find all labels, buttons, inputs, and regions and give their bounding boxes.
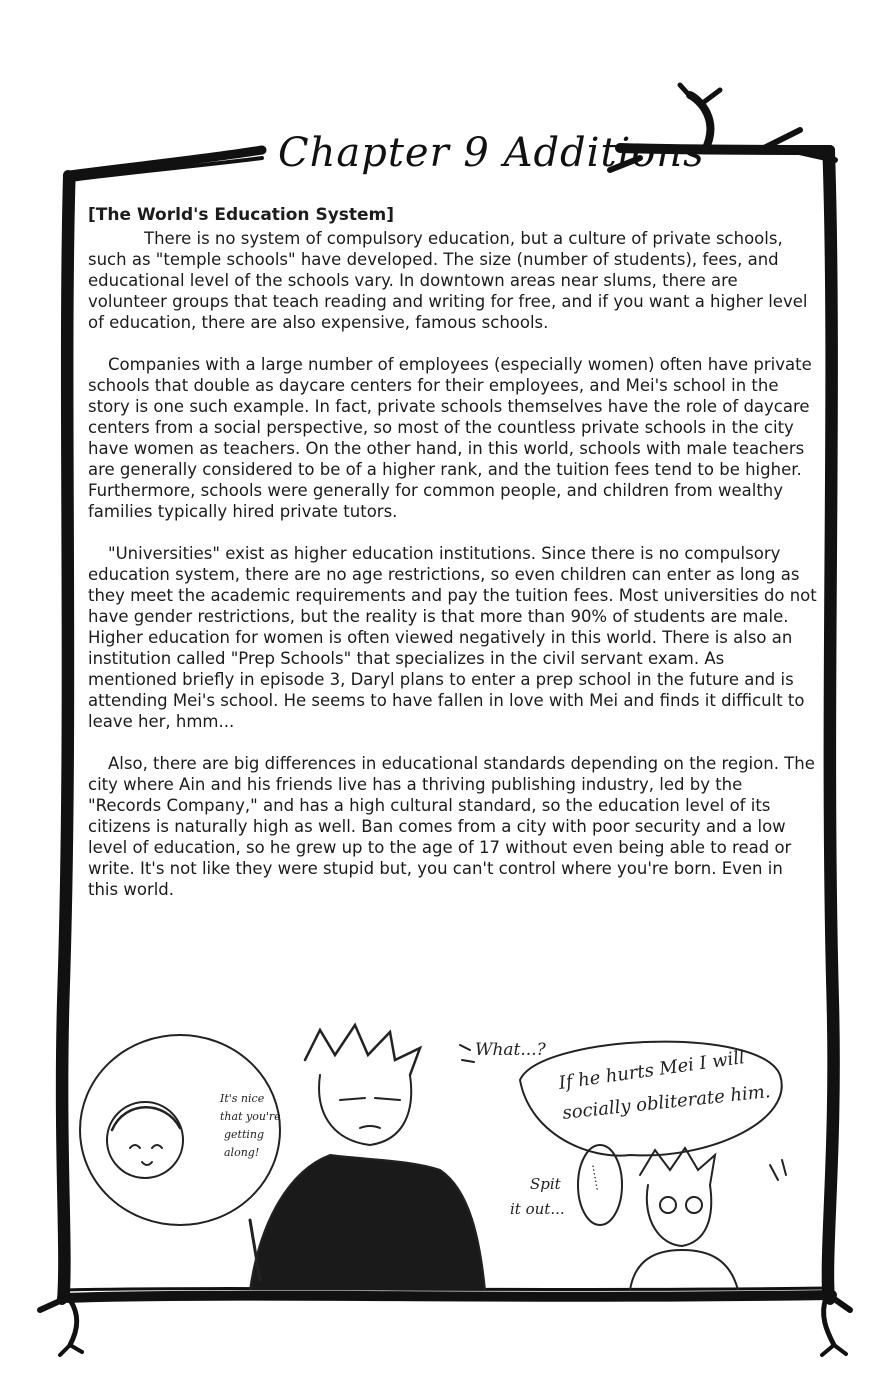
paragraph-4: Also, there are big differences in educational standards depending on the region. The city where Ain and his friends live has a thriving publishing industry, led by the "Records Company," and has a high cultural standard, so the education level of its citizens is naturally high as well. Ban comes from a city with poor security and a low level of education, so he grew up to the age of 17 without even being able to read or write. It's not like they were stupid but, you can't control where you're born. Even in this world. [88,754,815,899]
manga-illustration [70,1020,830,1290]
spit-line-2: it out... [510,1200,565,1218]
page-title: Chapter 9 Additions [278,130,705,176]
paragraph-3: "Universities" exist as higher education institutions. Since there is no compulsory education system, there are no age restrictions, so even children can enter as long as they meet the academic requirements and pay the tuition fees. Most universities do not have gender restrictions, but the reality is that more than 90% of students are male. Higher education for women is often viewed negatively in this world. There is also an institution called "Prep Schools" that specializes in the civil servant exam. As mentioned briefly in episode 3, Daryl plans to enter a prep school in the future and is attending Mei's school. He seems to have fallen in love with Mei and finds it difficult to leave her, hmm... [88,544,817,731]
bubble-left-line-1: It's nice [220,1092,265,1105]
spiky-hair-icon [305,1025,420,1075]
paragraph-1: There is no system of compulsory education, but a culture of private schools, such as "temple schools" have developed. The size (number of students), fees, and educational level of the schools vary. In downtown areas near slums, there are volunteer groups that teach reading and writing for free, and if you want a higher level of education, there are also expensive, famous schools. [88,229,808,332]
section-content [88,205,818,900]
mei-face-icon [107,1102,183,1178]
bubble-right-line-1: If he hurts Mei I will [557,1047,747,1094]
small-bubble-dots: ....... [589,1162,608,1192]
paragraph-2: Companies with a large number of employees (especially women) often have private schools that double as daycare centers for their employees, and Mei's school in the story is one such example. In fact, private schools themselves have the role of daycare centers from a social perspective, so most of the countless private schools in the city have women as teachers. On the other hand, in this world, schools with male teachers are generally considered to be of a higher rank, and the tuition fees tend to be higher. Furthermore, schools were generally for common people, and children from wealthy families typically hired private tutors. [88,355,812,521]
bubble-left-line-3: getting [224,1128,265,1141]
bubble-left-line-4: along! [224,1146,260,1159]
spit-line-1: Spit [530,1175,561,1193]
section-heading: [The World's Education System] [88,205,395,225]
bubble-right-line-2: socially obliterate him. [561,1081,772,1124]
bubble-left-line-2: that you're [220,1110,281,1123]
what-text: What...? [475,1040,546,1060]
